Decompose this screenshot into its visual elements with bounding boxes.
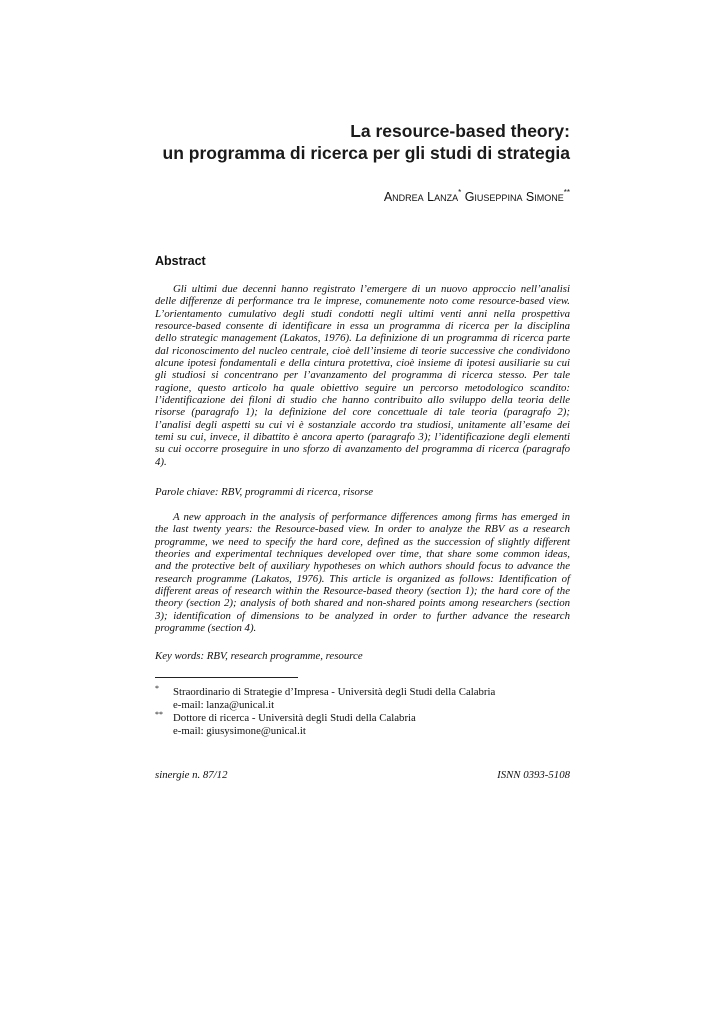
abstract-line: the last twenty years: the Resource-based view. In order to analyze the RBV as a research [155, 523, 570, 536]
abstract-line: risorse (paragrafo 1); la definizione del core concettuale di tale teoria (paragrafo 2); [155, 406, 570, 419]
keywords-english: Key words: RBV, research programme, resource [155, 650, 363, 662]
abstract-line: dal riconoscimento del nucleo centrale, cioè dell’insieme di teorie successive che condividono [155, 344, 570, 357]
footnote-separator [155, 677, 298, 678]
abstract-line: different areas of research within the Resource-based theory (section 1); the hard core of the [155, 585, 570, 598]
footnote-email: e-mail: giusysimone@unical.it [173, 725, 306, 737]
abstract-line: temi su cui, invece, il dibattito è ancora aperto (paragrafo 3); l’identificazione degli elementi [155, 431, 570, 444]
abstract-english [155, 511, 570, 634]
abstract-line: ragione, questo articolo ha quale obiettivo seguire un percorso metodologico scandito: [155, 381, 570, 394]
abstract-line: and the protective belt of auxiliary hypotheses on which authors should focus to advance the [155, 560, 570, 573]
abstract-line: su cui occorre proseguire in uno sforzo di avanzamento del programma di ricerca (paragrafo [155, 443, 570, 456]
footnote-affiliation: Straordinario di Strategie d’Impresa - Università degli Studi della Calabria [173, 686, 496, 698]
footer-journal: sinergie n. 87/12 [155, 769, 228, 781]
paper-title [150, 120, 570, 164]
abstract-line: delle differenze di performance tra le imprese, comunemente noto come resource-based view. [155, 295, 570, 308]
abstract-line: Gli ultimi due decenni hanno registrato l’emergere di un nuovo approccio nell’analisi [173, 283, 570, 295]
footnote-email: e-mail: lanza@unical.it [173, 699, 275, 711]
abstract-line: dello strategic management (Lakatos, 1976). La definizione di un programma di ricerca parte [155, 332, 570, 345]
abstract-line: research programme (Lakatos, 1976). This article is organized as follows: Identification of [155, 572, 570, 585]
abstract-line: programme, we need to specify the hard core, defined as the succession of slightly different [155, 535, 570, 548]
author-name: Andrea Lanza [383, 190, 459, 204]
footnote-mark: ** [155, 710, 163, 719]
abstract-line: 4). [155, 455, 167, 468]
abstract-line: l’analisi degli aspetti su cui vi è sostanziale accordo tra studiosi, unitamente all’esame dei [155, 418, 570, 431]
footer-issn: ISNN 0393-5108 [497, 769, 570, 781]
footnote-mark: * [155, 684, 159, 693]
abstract-line: 3); identification of dimensions to be analyzed in order to further advance the research [155, 609, 570, 622]
author-name: Giuseppina Simone [464, 190, 564, 204]
footnote-affiliation: Dottore di ricerca - Università degli Studi della Calabria [173, 712, 416, 724]
abstract-heading: Abstract [155, 254, 206, 268]
title-line-1: La resource-based theory: [350, 121, 570, 141]
keywords-italian: Parole chiave: RBV, programmi di ricerca, risorse [155, 486, 374, 498]
abstract-line: gli studiosi si concentrano per l’avanzamento del programma di ricerca stesso. Per tale [155, 369, 570, 382]
title-line-2: un programma di ricerca per gli studi di strategia [162, 143, 570, 163]
abstract-line: A new approach in the analysis of performance differences among firms has emerged in [173, 511, 570, 523]
abstract-line: resource-based consente di identificare in essa un programma di ricerca per la disciplina [155, 320, 570, 333]
abstract-line: alcune ipotesi fondamentali e della cintura protettiva, cioè insieme di ipotesi ausiliarie su cui [155, 357, 570, 370]
author-footnote-mark: * [458, 188, 462, 197]
abstract-line: l’identificazione dei filoni di studio che hanno contribuito allo sviluppo della teoria delle [155, 394, 570, 407]
author-list [150, 189, 570, 205]
abstract-line: theory (section 2); analysis of both shared and non-shared points among researchers (section [155, 597, 570, 610]
abstract-line: L’orientamento cumulativo degli studi condotti negli ultimi venti anni nella prospettiva [155, 307, 570, 320]
abstract-line: theories and experimental techniques developed over time, that share some common ideas, [155, 548, 570, 561]
abstract-italian [155, 283, 570, 468]
abstract-line: programme (section 4). [155, 622, 257, 635]
author-footnote-mark: ** [563, 188, 570, 197]
